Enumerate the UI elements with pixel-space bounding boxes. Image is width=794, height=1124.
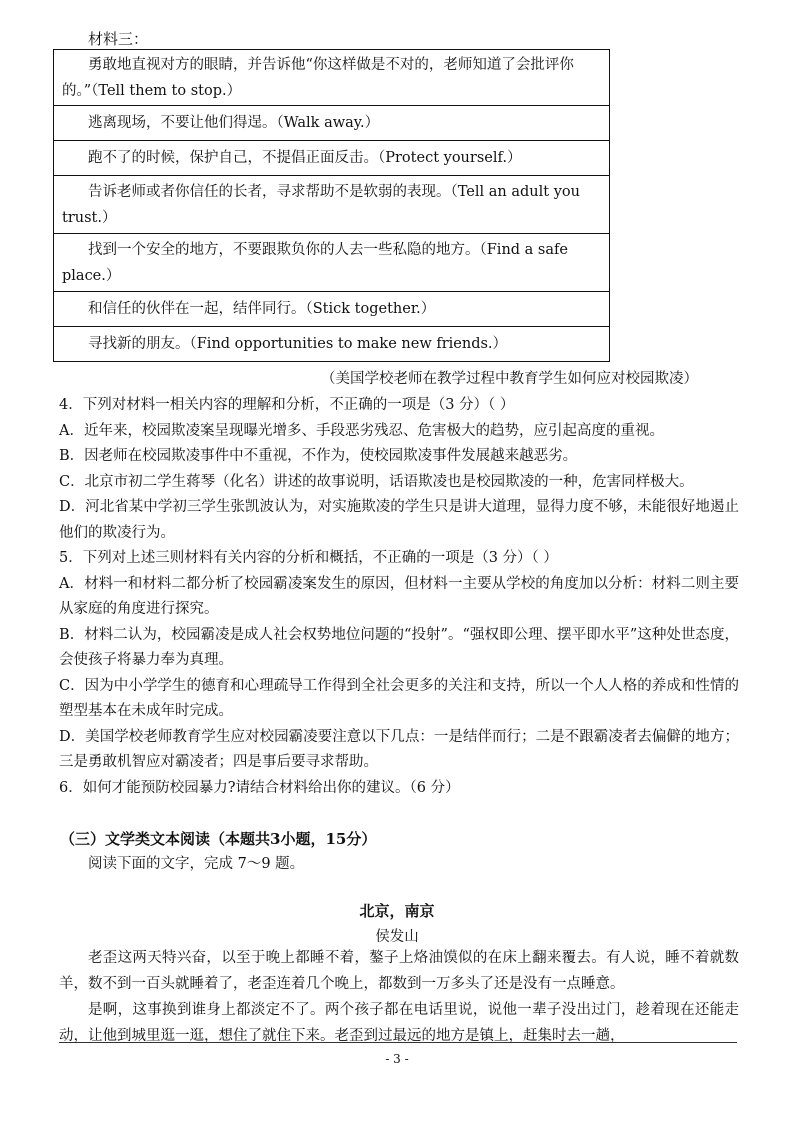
footer-divider — [59, 1042, 737, 1043]
table-cell — [54, 106, 610, 141]
table-cell-text: 寻找新的朋友。（Find opportunities to make new friends.） — [88, 336, 508, 352]
table-row — [54, 292, 610, 327]
questions-block — [59, 393, 739, 801]
material3-table — [53, 49, 610, 362]
table-cell-text: 勇敢地直视对方的眼睛，并告诉他“你这样做是不对的，老师知道了会批评你的。”（Tell them to stop.） — [62, 56, 574, 99]
question-5-option-b: B．材料二认为，校园霸凌是成人社会权势地位问题的“投射”。“强权即公理、摆平即水平”这种处世态度，会使孩子将暴力奉为真理。 — [59, 626, 739, 668]
table-cell-text: 跑不了的时候，保护自己，不提倡正面反击。（Protect yourself.） — [88, 150, 522, 166]
question-5-option-a: A．材料一和材料二都分析了校园霸凌案发生的原因，但材料一主要从学校的角度加以分析：材料二则主要从家庭的角度进行探究。 — [59, 575, 739, 617]
material3-source: （美国学校老师在教学过程中教育学生如何应对校园欺凌） — [321, 371, 698, 387]
question-5-option-d: D．美国学校老师教育学生应对校园霸凌要注意以下几点：一是结伴而行；二是不跟霸凌者去偏僻的地方；三是勇敢机智应对霸凌者；四是事后要寻求帮助。 — [59, 728, 739, 770]
question-4-option-c: C．北京市初二学生蒋琴（化名）讲述的故事说明，话语欺凌也是校园欺凌的一种，危害同样极大。 — [59, 473, 694, 490]
table-cell — [54, 234, 610, 292]
table-cell-text: 逃离现场，不要让他们得逞。（Walk away.） — [88, 115, 380, 131]
story-paragraph: 是啊，这事换到谁身上都淡定不了。两个孩子都在电话里说，说他一辈子没出过门，趁着现在还能走动，让他到城里逛一逛，想住了就住下来。老歪到过最远的地方是镇上，赶集时去一趟， — [59, 1002, 739, 1044]
question-4-option-d: D．河北省某中学初三学生张凯波认为，对实施欺凌的学生只是讲大道理，显得力度不够，未能很好地遏止他们的欺凌行为。 — [59, 499, 739, 541]
table-row — [54, 106, 610, 141]
table-cell — [54, 50, 610, 106]
table-cell — [54, 176, 610, 234]
table-cell-text: 告诉老师或者你信任的长者，寻求帮助不是软弱的表现。（Tell an adult you trust.） — [62, 183, 580, 226]
story-body — [59, 945, 739, 1049]
question-4-stem: 4．下列对材料一相关内容的理解和分析，不正确的一项是（3 分）（ ） — [59, 397, 515, 413]
table-row — [54, 327, 610, 362]
material3-label: 材料三： — [88, 30, 149, 48]
story-author: 侯发山 — [375, 929, 419, 945]
story-title: 北京，南京 — [359, 902, 435, 920]
table-cell-text: 和信任的伙伴在一起，结伴同行。（Stick together.） — [88, 301, 436, 317]
question-6: 6．如何才能预防校园暴力?请结合材料给出你的建议。（6 分） — [59, 779, 460, 796]
table-cell-text: 找到一个安全的地方，不要跟欺负你的人去一些私隐的地方。（Find a safe place.） — [62, 241, 568, 284]
question-4-option-b: B．因老师在校园欺凌事件中不重视，不作为，使校园欺凌事件发展越来越恶劣。 — [59, 448, 578, 464]
page-number: - 3 - — [385, 1052, 409, 1066]
question-5-option-c: C．因为中小学学生的德育和心理疏导工作得到全社会更多的关注和支持，所以一个人人格的养成和性情的塑型基本在未成年时完成。 — [59, 677, 739, 719]
story-paragraph: 老歪这两天特兴奋，以至于晚上都睡不着，鏊子上烙油馍似的在床上翻来覆去。有人说，睡不着就数羊，数不到一百头就睡着了，老歪连着几个晚上，都数到一万多头了还是没有一点睡意。 — [59, 950, 739, 992]
table-row — [54, 234, 610, 292]
question-4-option-a: A．近年来，校园欺凌案呈现曝光增多、手段恶劣残忍、危害极大的趋势，应引起高度的重视。 — [59, 422, 664, 439]
section-3-instruction: 阅读下面的文字，完成 7～9 题。 — [88, 856, 305, 872]
table-row — [54, 141, 610, 176]
table-cell — [54, 141, 610, 176]
table-row — [54, 50, 610, 106]
table-cell — [54, 292, 610, 327]
table-cell — [54, 327, 610, 362]
section-3-heading: （三）文学类文本阅读（本题共3小题，15分） — [60, 830, 377, 848]
table-row — [54, 176, 610, 234]
question-5-stem: 5．下列对上述三则材料有关内容的分析和概括，不正确的一项是（3 分）（ ） — [59, 550, 558, 566]
